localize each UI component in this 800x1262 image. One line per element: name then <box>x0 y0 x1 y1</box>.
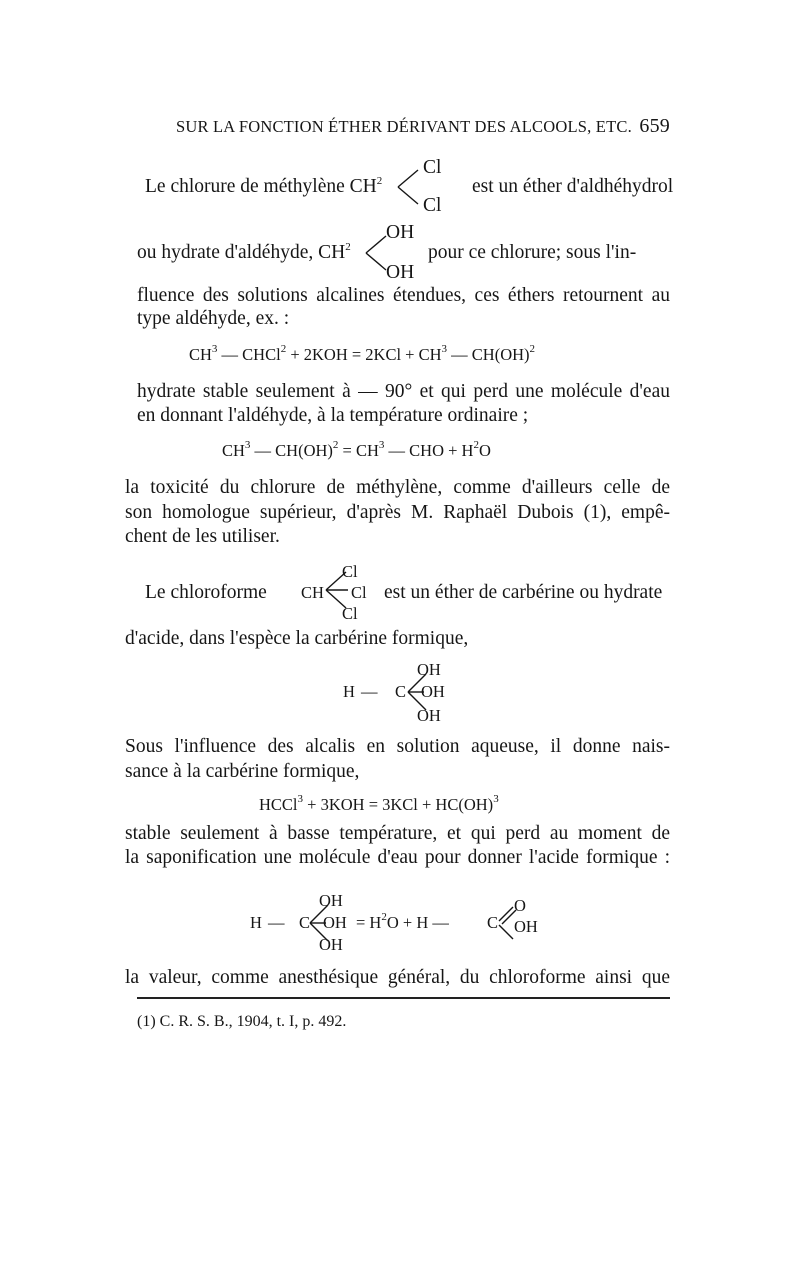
superscript: 2 <box>332 439 339 451</box>
formula-c: C <box>299 913 311 932</box>
eq-part: CH <box>222 441 245 460</box>
formula-h: H <box>343 682 355 701</box>
text-line-13: sance à la carbérine formique, <box>125 761 360 782</box>
bond-lines <box>394 168 424 208</box>
eq-part: + 2KOH = 2KCl + CH <box>286 345 442 364</box>
text-line-4: type aldéhyde, ex. : <box>137 308 290 329</box>
substituent-o: O <box>514 896 526 915</box>
text-line-1 <box>145 175 382 201</box>
substituent-oh-middle: OH <box>323 913 347 932</box>
superscript: 2 <box>473 439 479 451</box>
formula-c: C <box>395 682 407 701</box>
substituent-oh-bottom: OH <box>386 262 415 283</box>
text-line-3: fluence des solutions alcalines étendues, ces éthers retournent au <box>137 285 670 306</box>
superscript: 2 <box>381 911 387 923</box>
substituent-cl-bottom: Cl <box>342 604 358 623</box>
substituent-oh-top: OH <box>417 660 441 679</box>
eq-part: — CHO + H <box>384 441 474 460</box>
substituent-oh: OH <box>514 917 538 936</box>
superscript: 2 <box>529 343 536 355</box>
running-title: SUR LA FONCTION ÉTHER DÉRIVANT DES ALCOOLS, ETC. <box>176 117 632 136</box>
equation-2 <box>222 441 491 461</box>
text-line-16: la valeur, comme anesthésique général, du chloroforme ainsi que <box>125 967 670 988</box>
substituent-oh-middle: OH <box>421 682 445 701</box>
substituent-cl-top: Cl <box>423 157 442 178</box>
substituent-cl-top: Cl <box>342 562 358 581</box>
formula-h: H <box>250 913 262 932</box>
text-span: ou hydrate d'aldéhyde, CH <box>137 242 346 263</box>
substituent-cl-middle: Cl <box>351 583 367 602</box>
substituent-oh-top: OH <box>319 891 343 910</box>
eq-part: O <box>478 441 491 460</box>
text-line-6: en donnant l'aldéhyde, à la température ordinaire ; <box>137 405 529 426</box>
text-span: pour ce chlorure; sous l'in- <box>428 242 637 263</box>
formula-dash: — <box>268 913 285 932</box>
eq-part: + 3KOH = 3KCl + HC(OH) <box>303 795 494 814</box>
text-line-2 <box>137 241 351 267</box>
formula-dash: — <box>361 682 378 701</box>
eq-part: O + H — <box>386 913 449 932</box>
eq-part: = H <box>356 913 382 932</box>
eq-part: HCCl <box>259 795 298 814</box>
footnote-rule <box>137 997 670 999</box>
superscript: 2 <box>345 241 351 253</box>
text-line-8: son homologue supérieur, d'après M. Raphaël Dubois (1), empê- <box>125 502 670 523</box>
superscript: 3 <box>493 793 499 805</box>
text-span: Le chloroforme <box>145 582 267 603</box>
text-line-12: Sous l'influence des alcalis en solution aqueuse, il donne nais- <box>125 736 670 757</box>
eq-part: — CH(OH) <box>447 345 530 364</box>
substituent-oh-top: OH <box>386 222 415 243</box>
superscript: 2 <box>376 175 383 187</box>
text-span: est un éther de carbérine ou hydrate <box>384 582 663 603</box>
formula-ch: CH <box>301 583 324 602</box>
page-number: 659 <box>639 115 670 137</box>
superscript: 3 <box>211 343 218 355</box>
text-span: Le chlorure de méthylène CH <box>145 176 377 197</box>
footnote: (1) C. R. S. B., 1904, t. I, p. 492. <box>137 1013 347 1030</box>
text-line-7: la toxicité du chlorure de méthylène, comme d'ailleurs celle de <box>125 477 670 498</box>
equation-1 <box>189 345 535 365</box>
superscript: 3 <box>441 343 448 355</box>
substituent-cl-bottom: Cl <box>423 195 442 216</box>
superscript: 3 <box>378 439 385 451</box>
text-line-5: hydrate stable seulement à — 90° et qui perd une molécule d'eau <box>137 381 670 402</box>
equation-4-middle <box>356 913 449 933</box>
eq-part: — CHCl <box>217 345 281 364</box>
text-span: est un éther d'aldhéhydrol <box>472 176 674 197</box>
eq-part: CH <box>189 345 212 364</box>
eq-part: — CH(OH) <box>250 441 333 460</box>
eq-part: = CH <box>338 441 379 460</box>
text-line-14: stable seulement à basse température, et qui perd au moment de <box>125 823 670 844</box>
text-line-11: d'acide, dans l'espèce la carbérine formique, <box>125 628 469 649</box>
superscript: 3 <box>297 793 304 805</box>
equation-3 <box>259 795 499 815</box>
superscript: 2 <box>280 343 287 355</box>
text-line-9: chent de les utiliser. <box>125 526 280 547</box>
substituent-oh-bottom: OH <box>319 935 343 954</box>
formula-c: C <box>487 913 499 932</box>
superscript: 3 <box>244 439 251 451</box>
text-line-15: la saponification une molécule d'eau pour donner l'acide formique : <box>125 847 670 868</box>
substituent-oh-bottom: OH <box>417 706 441 725</box>
